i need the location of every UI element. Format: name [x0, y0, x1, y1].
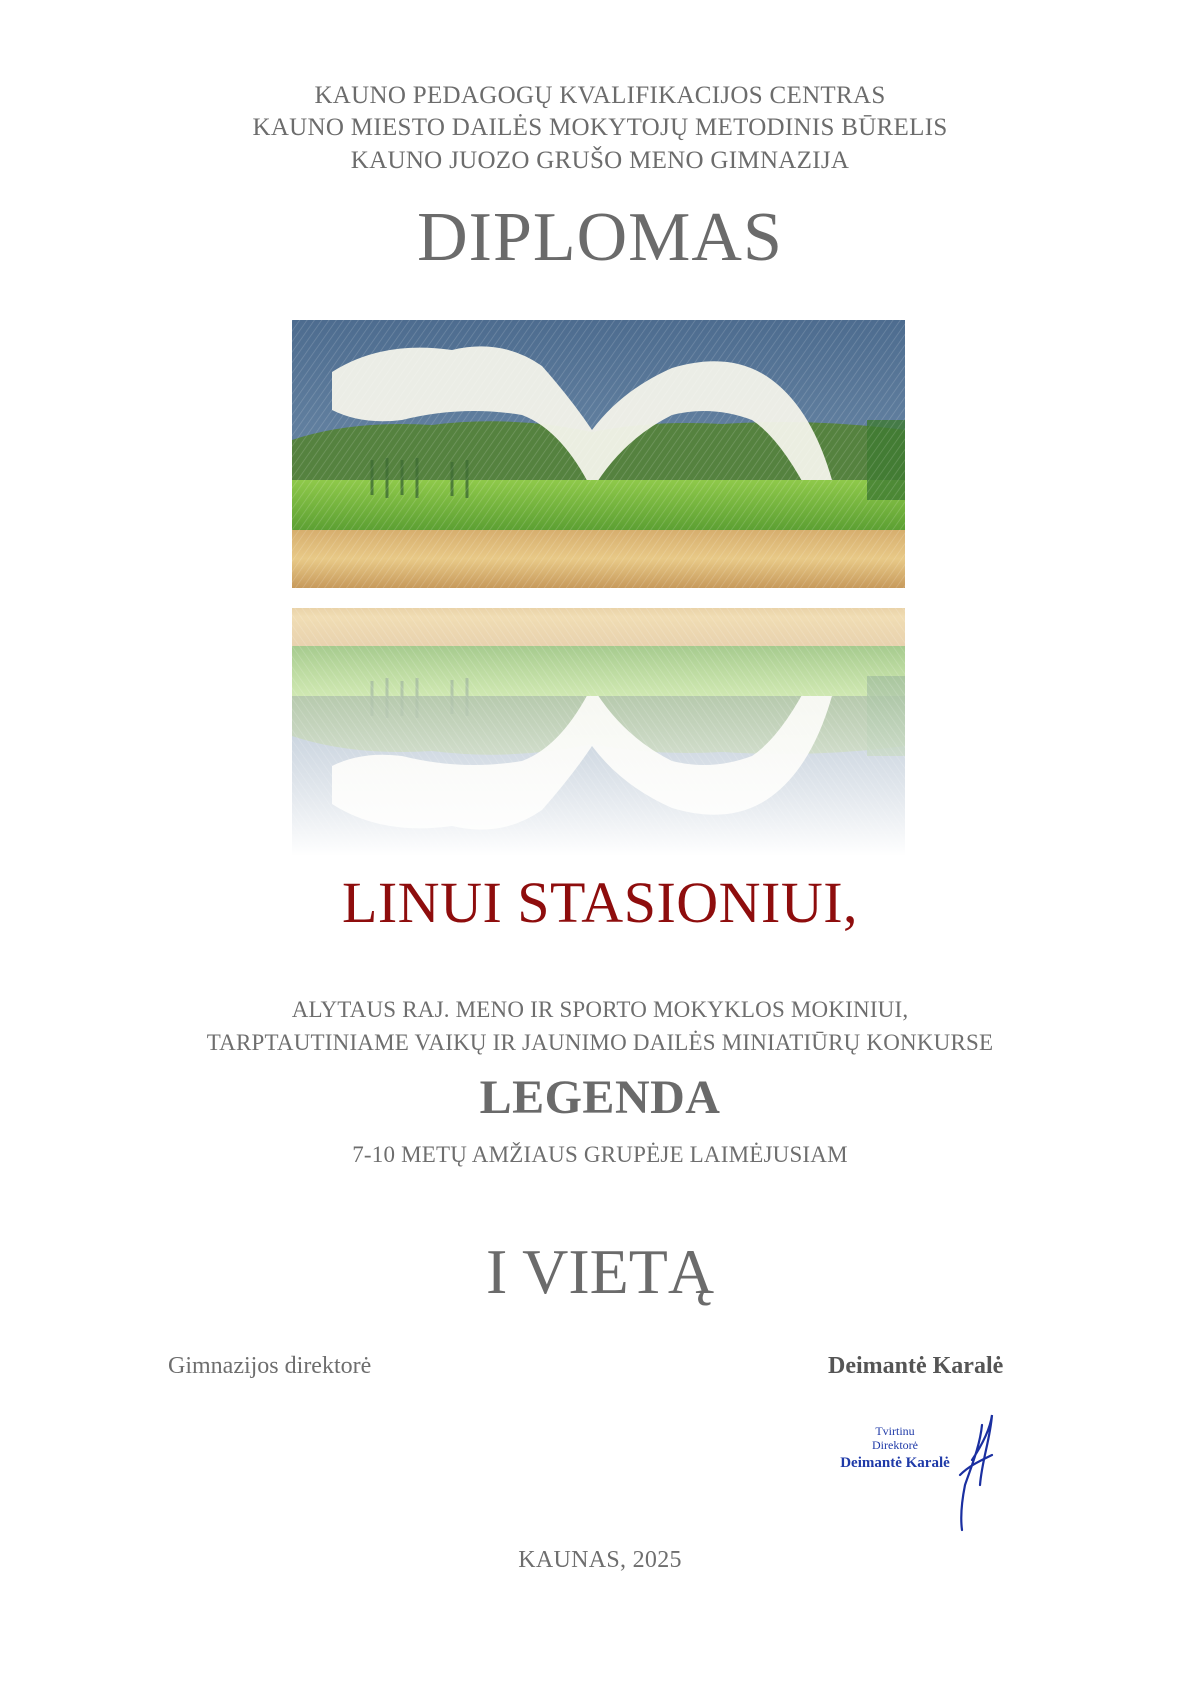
stamp-line-3: Deimantė Karalė — [840, 1455, 950, 1471]
handwritten-signature — [960, 1415, 992, 1530]
landscape-artwork — [292, 320, 905, 856]
place-and-year: KAUNAS, 2025 — [518, 1547, 682, 1573]
signature-stamp — [832, 1405, 1032, 1535]
stamp-line-1: Tvirtinu — [875, 1424, 915, 1438]
recipient-name: LINUI STASIONIUI, — [341, 870, 859, 935]
organization-line-3: KAUNO JUOZO GRUŠO MENO GIMNAZIJA — [350, 147, 850, 174]
age-group-line: 7-10 METŲ AMŽIAUS GRUPĖJE LAIMĖJUSIAM — [352, 1142, 848, 1167]
stamp-line-2: Direktorė — [872, 1438, 918, 1452]
organization-line-2: KAUNO MIESTO DAILĖS MOKYTOJŲ METODINIS BŪRELIS — [252, 114, 948, 141]
place-award: I VIETĄ — [485, 1236, 715, 1307]
school-line: ALYTAUS RAJ. MENO IR SPORTO MOKYKLOS MOKINIUI, — [291, 997, 909, 1022]
diploma-title: DIPLOMAS — [417, 199, 783, 276]
signatory-name: Deimantė Karalė — [828, 1353, 1004, 1379]
contest-name: LEGENDA — [479, 1071, 721, 1124]
contest-description: TARPTAUTINIAME VAIKŲ IR JAUNIMO DAILĖS MINIATIŪRŲ KONKURSE — [206, 1030, 994, 1055]
organization-line-1: KAUNO PEDAGOGŲ KVALIFIKACIJOS CENTRAS — [314, 82, 886, 109]
signatory-role: Gimnazijos direktorė — [168, 1353, 372, 1379]
